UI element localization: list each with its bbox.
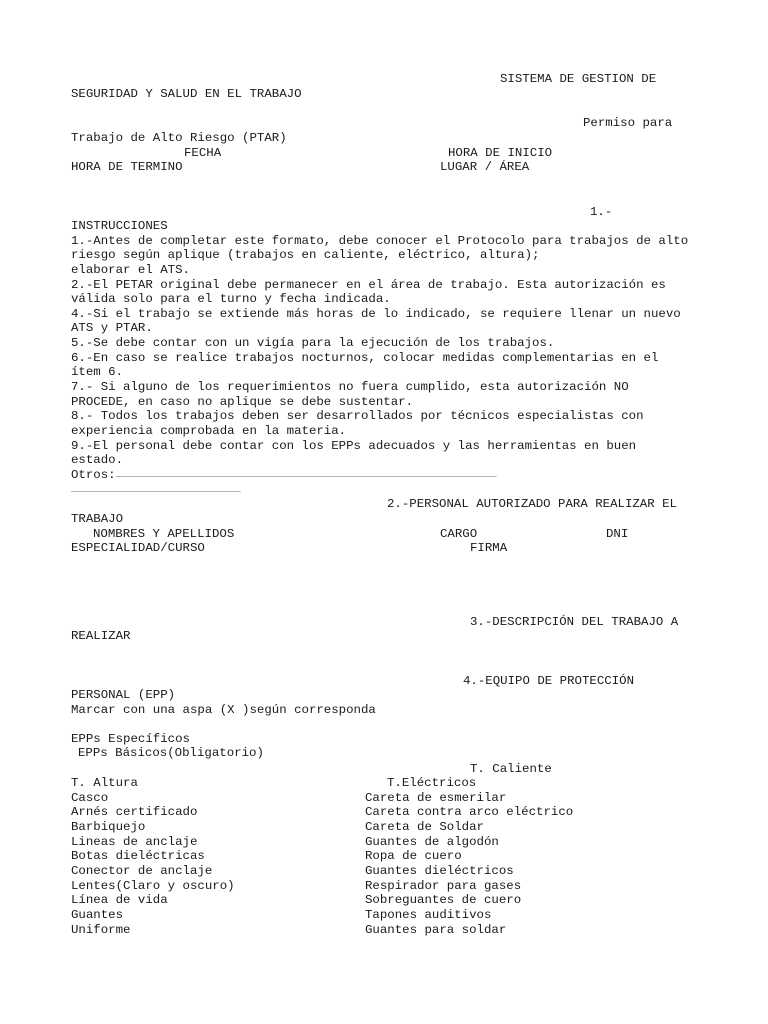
epp-item[interactable]: Casco <box>71 791 109 805</box>
epps-especificos-label: EPPs Específicos <box>71 732 190 746</box>
instruction-line: 1.-Antes de completar este formato, debe conocer el Protocolo para trabajos de alto <box>71 234 689 248</box>
hora-termino-label: HORA DE TERMINO <box>71 160 183 174</box>
instruction-line: 8.- Todos los trabajos deben ser desarrollados por técnicos especialistas con <box>71 409 644 423</box>
epp-item[interactable]: Guantes dieléctricos <box>365 864 514 878</box>
hora-inicio-label: HORA DE INICIO <box>448 146 553 160</box>
section2-title-line-2: TRABAJO <box>71 512 124 526</box>
instruction-line: 5.-Se debe contar con un vigía para la ejecución de los trabajos. <box>71 336 555 350</box>
instruction-line: experiencia comprobada en la materia. <box>71 424 347 438</box>
section4-title-line-1: 4.-EQUIPO DE PROTECCIÓN <box>463 674 635 688</box>
instruction-line: 4.-Si el trabajo se extiende más horas de lo indicado, se requiere llenar un nuevo <box>71 307 681 321</box>
col-cargo: CARGO <box>440 527 478 541</box>
section4-instruction: Marcar con una aspa (X )según corresponda <box>71 703 376 717</box>
t-altura-header: T. Altura <box>71 776 138 790</box>
section1-number: 1.- <box>590 205 613 219</box>
title-line-2: SEGURIDAD Y SALUD EN EL TRABAJO <box>71 87 302 101</box>
epp-item[interactable]: Guantes de algodón <box>365 835 499 849</box>
epp-item[interactable]: Línea de vida <box>71 893 168 907</box>
section3-title-line-2: REALIZAR <box>71 629 131 643</box>
epp-item[interactable]: Lentes(Claro y oscuro) <box>71 879 235 893</box>
instruction-line: 6.-En caso se realice trabajos nocturnos, colocar medidas complementarias en el <box>71 351 659 365</box>
section2-title-line-1: 2.-PERSONAL AUTORIZADO PARA REALIZAR EL <box>387 497 677 511</box>
section4-title-line-2: PERSONAL (EPP) <box>71 688 176 702</box>
epp-item[interactable]: Botas dieléctricas <box>71 849 205 863</box>
epp-item[interactable]: Careta de esmerilar <box>365 791 507 805</box>
col-especialidad-curso: ESPECIALIDAD/CURSO <box>71 541 205 555</box>
lugar-area-label: LUGAR / ÁREA <box>440 160 530 174</box>
instruction-line: ítem 6. <box>71 365 124 379</box>
instruction-line: estado. <box>71 453 124 467</box>
otros-label: Otros: <box>71 468 116 482</box>
instruction-line: PROCEDE, en caso no aplique se debe sustentar. <box>71 395 414 409</box>
instruction-line: válida solo para el turno y fecha indicada. <box>71 292 391 306</box>
instruction-line: elaborar el ATS. <box>71 263 190 277</box>
instruction-line: ATS y PTAR. <box>71 321 153 335</box>
epp-item[interactable]: Arnés certificado <box>71 805 198 819</box>
epp-item[interactable]: Tapones auditivos <box>365 908 492 922</box>
epp-item[interactable]: Conector de anclaje <box>71 864 213 878</box>
epp-item[interactable]: Sobreguantes de cuero <box>365 893 522 907</box>
epp-item[interactable]: Respirador para gases <box>365 879 522 893</box>
epp-item[interactable]: Careta de Soldar <box>365 820 484 834</box>
otros-field-line-2[interactable]: _____________________________________ <box>71 486 241 494</box>
epp-item[interactable]: Careta contra arco eléctrico <box>365 805 574 819</box>
section1-heading: INSTRUCCIONES <box>71 219 168 233</box>
instruction-line: 9.-El personal debe contar con los EPPs adecuados y las herramientas en buen <box>71 439 637 453</box>
epp-item[interactable]: Guantes para soldar <box>365 923 507 937</box>
instruction-line: riesgo según aplique (trabajos en caliente, eléctrico, altura); <box>71 248 540 262</box>
epp-item[interactable]: Lineas de anclaje <box>71 835 198 849</box>
subtitle-line-1: Permiso para <box>583 116 673 130</box>
instruction-line: 7.- Si alguno de los requerimientos no fuera cumplido, esta autorización NO <box>71 380 629 394</box>
fecha-label: FECHA <box>184 146 222 160</box>
epp-item[interactable]: Barbiquejo <box>71 820 146 834</box>
epp-item[interactable]: Guantes <box>71 908 124 922</box>
epp-item[interactable]: Ropa de cuero <box>365 849 462 863</box>
col-nombres-apellidos: NOMBRES Y APELLIDOS <box>93 527 235 541</box>
col-firma: FIRMA <box>470 541 508 555</box>
epps-basicos-label: EPPs Básicos(Obligatorio) <box>78 746 264 760</box>
subtitle-line-2: Trabajo de Alto Riesgo (PTAR) <box>71 131 287 145</box>
t-electricos-header: T.Eléctricos <box>387 776 477 790</box>
section3-title-line-1: 3.-DESCRIPCIÓN DEL TRABAJO A <box>470 615 679 629</box>
t-caliente-header: T. Caliente <box>470 762 552 776</box>
col-dni: DNI <box>606 527 629 541</box>
epp-item[interactable]: Uniforme <box>71 923 131 937</box>
otros-field-line-1[interactable]: ___________________________________________________________________________________ <box>116 471 497 479</box>
title-line-1: SISTEMA DE GESTION DE <box>500 72 657 86</box>
instruction-line: 2.-El PETAR original debe permanecer en el área de trabajo. Esta autorización es <box>71 278 666 292</box>
